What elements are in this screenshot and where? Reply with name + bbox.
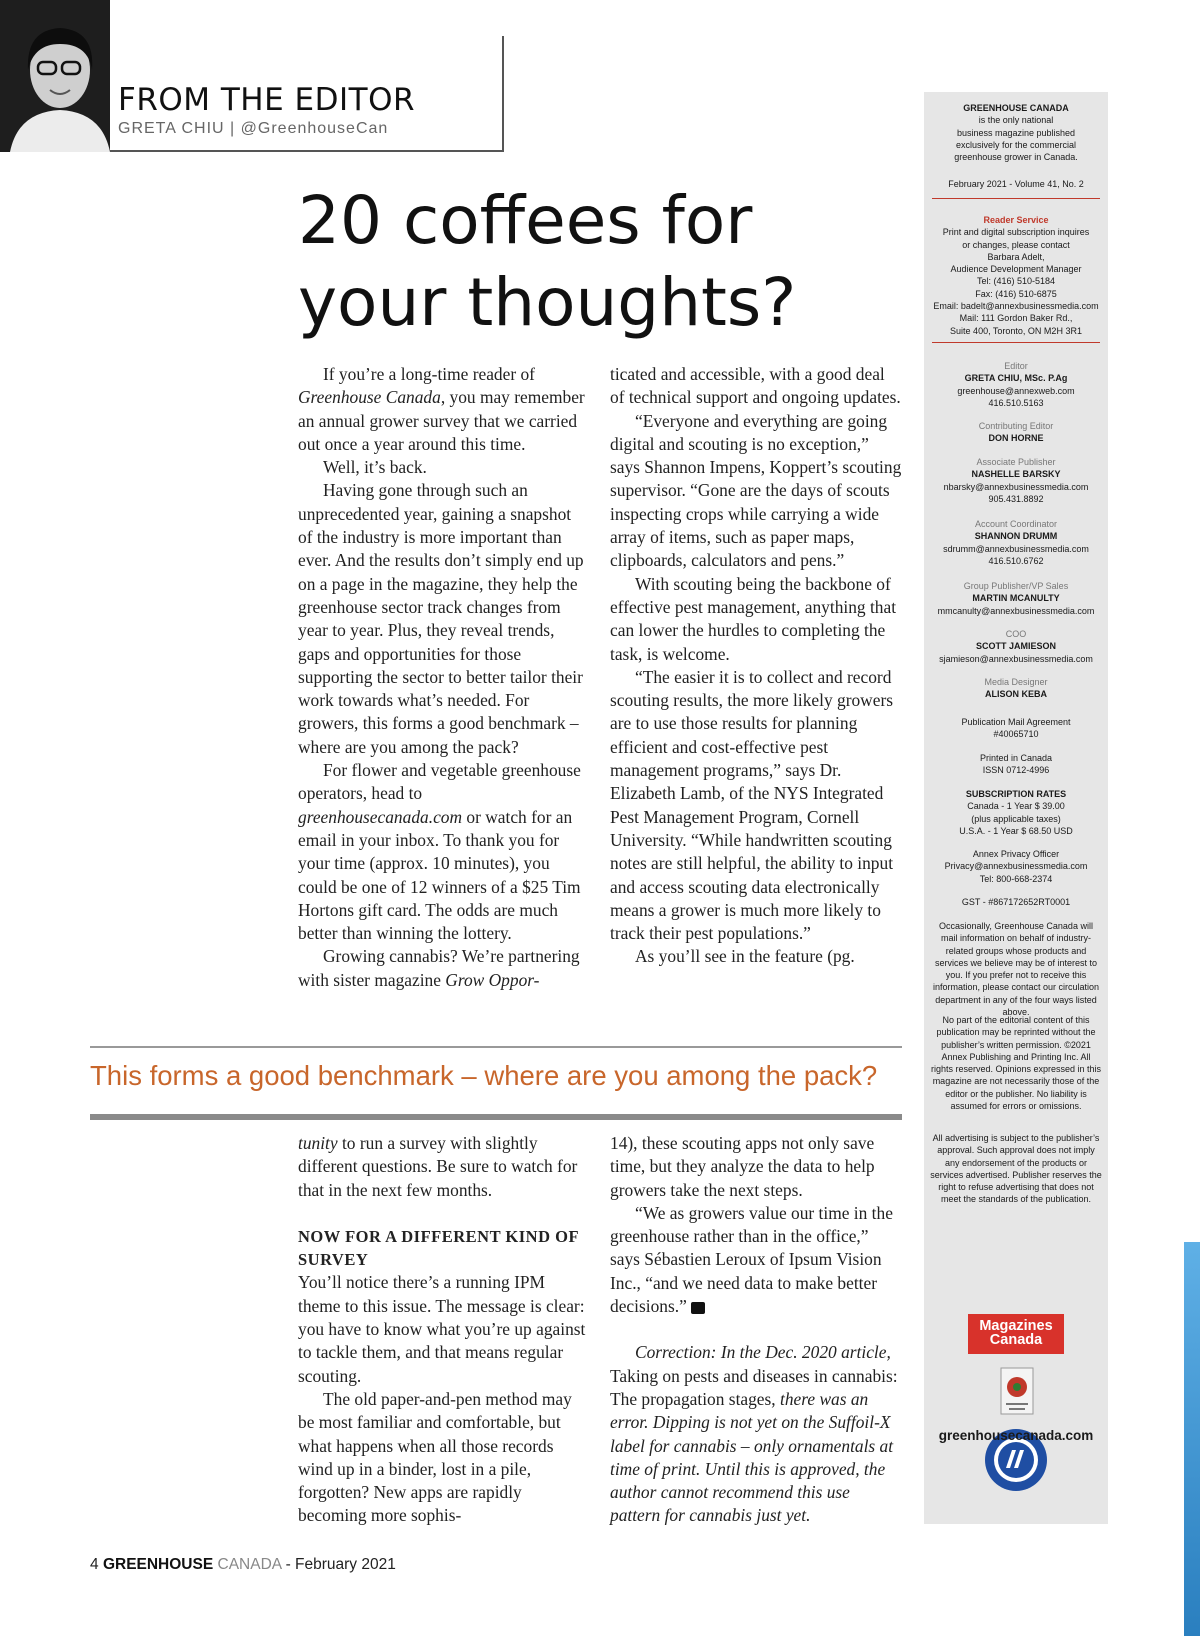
paragraph: “We as growers value our time in the greenhouse rather than in the office,” says Sébastien Leroux of Ipsum Vision Inc., “and we need data to make better decisions.” GC xyxy=(610,1202,893,1317)
paragraph: For flower and vegetable greenhouse operators, head to greenhousecanada.com or watch for an email in your inbox. To thank you for your time (approx. 10 minutes), you could be one of 12 winners of a $25 Tim Hortons gift card. The odds are much better than winning the lottery. xyxy=(298,760,581,944)
department-title: FROM THE EDITOR xyxy=(118,82,416,118)
folio-brand-secondary: CANADA xyxy=(217,1556,282,1573)
copyright-notice: No part of the editorial content of this publication may be reprinted without the publisher’s written permission. ©2021 Annex Publishing and Printing Inc. All rights reserved. Opinions expressed in this magazine are not necessarily those of the editor or the publisher. No liability is assumed for errors or omissions. xyxy=(930,1015,1102,1112)
staff-associate-publisher: Associate Publisher NASHELLE BARSKY nbarsky@annexbusinessmedia.com 905.431.8892 xyxy=(943,457,1089,504)
website-link[interactable]: greenhousecanada.com xyxy=(938,1428,1094,1443)
side-tab xyxy=(1184,1242,1200,1636)
subheading: NOW FOR A DIFFERENT KIND OF SURVEY xyxy=(298,1226,579,1270)
advertising-notice: All advertising is subject to the publisher’s approval. Such approval does not imply any endorsement of the products or services advertised. Publisher reserves the right to refuse advertising that does not meet the standards of the publication. xyxy=(930,1133,1102,1205)
staff-group-publisher: Group Publisher/VP Sales MARTIN MCANULTY mmcanulty@annexbusinessmedia.com xyxy=(937,581,1095,616)
pullquote: This forms a good benchmark – where are you among the pack? xyxy=(90,1060,878,1091)
folio-date: - February 2021 xyxy=(285,1556,396,1573)
staff-editor: Editor GRETA CHIU, MSc. P.Ag greenhouse@annexweb.com 416.510.5163 xyxy=(957,361,1075,408)
paragraph: 14), these scouting apps not only save time, but they analyze the data to help growers take the next steps. xyxy=(610,1133,875,1200)
page-folio xyxy=(90,1556,396,1574)
header-rule-vertical xyxy=(502,36,504,152)
header-rule-horizontal xyxy=(110,150,504,152)
masthead-rule xyxy=(932,342,1100,343)
paragraph: “Everyone and everything are going digital and scouting is no exception,” says Shannon Impens, Koppert’s scouting supervisor. “Gone are the days of scouts inspecting crops while carrying a wide array of items, such as paper maps, clipboards, calculators and pens.” xyxy=(610,410,902,571)
article-column-4 xyxy=(610,1132,902,1528)
paragraph: Well, it’s back. xyxy=(323,457,427,478)
masthead-intro: GREENHOUSE CANADA is the only national business magazine published exclusively for the commercial greenhouse grower in Canada. xyxy=(954,103,1078,163)
issue-info: February 2021 - Volume 41, No. 2 xyxy=(948,179,1084,189)
staff-account-coordinator: Account Coordinator SHANNON DRUMM sdrumm@annexbusinessmedia.com 416.510.6762 xyxy=(943,519,1089,566)
end-mark-icon: GC xyxy=(691,1302,705,1314)
pullquote-rule-bottom xyxy=(90,1114,902,1120)
paragraph: If you’re a long-time reader of Greenhouse Canada, you may remember an annual grower survey that we carried out once a year around this time. xyxy=(298,364,585,454)
page-number: 4 xyxy=(90,1556,99,1573)
paragraph: “The easier it is to collect and record scouting results, the more likely growers are to use those results for planning efficient and cost-effective pest management programs,” says Dr. Elizabeth Lamb, of the NYS Integrated Pest Management Program, Cornell University. “While handwritten scouting notes are still helpful, the ability to input and access scouting data electronically means a grower is much more likely to track their pest populations.” xyxy=(610,666,894,944)
printed-info: Printed in Canada ISSN 0712-4996 xyxy=(979,753,1053,776)
editor-portrait-image xyxy=(0,0,110,152)
paragraph: Having gone through such an unprecedented year, gaining a snapshot of the industry is more important than ever. And the results don’t simply end up on a page in the magazine, they help the greenhouse sector track changes from year to year. Plus, they reveal trends, gaps and opportunities for those supporting the sector to better tailor their work towards what’s needed. For growers, this forms a good benchmark – where are you among the pack? xyxy=(298,480,584,757)
headline: 20 coffees for your thoughts? xyxy=(298,182,797,341)
editor-photo xyxy=(0,0,110,152)
masthead-sidebar xyxy=(924,92,1108,1524)
paragraph: As you’ll see in the feature (pg. xyxy=(635,946,855,967)
paragraph: Growing cannabis? We’re partnering with sister magazine Grow Oppor- xyxy=(298,946,580,990)
staff-contributing-editor: Contributing Editor DON HORNE xyxy=(978,421,1054,444)
paragraph: You’ll notice there’s a running IPM theme to this issue. The message is clear: you have to know what you’re up against to tackle them, and that means regular scouting. xyxy=(298,1272,586,1386)
publication-mail-agreement: Publication Mail Agreement #40065710 xyxy=(961,717,1071,740)
gst-number: GST - #867172652RT0001 xyxy=(961,897,1071,907)
byline: GRETA CHIU | @GreenhouseCan xyxy=(118,120,389,137)
flowers-canada-logo xyxy=(1000,1367,1034,1415)
mailing-notice: Occasionally, Greenhouse Canada will mail information on behalf of industry-related groups whose products and services we believe may be of interest to you. If you prefer not to receive this information, please contact our circulation department in any of the four ways listed above. xyxy=(932,921,1100,1018)
article-column-2 xyxy=(610,363,902,969)
article-column-3 xyxy=(298,1132,588,1528)
masthead-rule xyxy=(932,198,1100,199)
pullquote-rule-top xyxy=(90,1046,902,1048)
reader-service: Reader Service Print and digital subscription inquires or changes, please contact Barbara Adelt, Audience Development Manager Tel: (416) 510-5184 Fax: (416) 510-6875 Email: badelt@annexbusinessmedia.com Mail: 111 Gordon Baker Rd., Suite 400, Toronto, ON M2H 3R1 xyxy=(933,215,1099,336)
magazines-canada-logo: Magazines Canada xyxy=(968,1314,1064,1354)
staff-coo: COO SCOTT JAMIESON sjamieson@annexbusinessmedia.com xyxy=(939,629,1093,664)
paragraph: With scouting being the backbone of effective pest management, anything that can lower the hurdles to completing the task, is welcome. xyxy=(610,573,897,664)
paragraph: ticated and accessible, with a good deal of technical support and ongoing updates. xyxy=(610,364,901,408)
correction-note: Correction: In the Dec. 2020 article, Taking on pests and diseases in cannabis: The propagation stages, there was an error. Dipping is not yet on the Suffoil-X label for cannabis – only ornamentals at time of print. Until this is approved, the author cannot recommend this use pattern for cannabis just yet. xyxy=(610,1342,898,1526)
subscription-rates: SUBSCRIPTION RATES Canada - 1 Year $ 39.00 (plus applicable taxes) U.S.A. - 1 Year $ 68.50 USD xyxy=(959,789,1073,836)
paragraph: The old paper-and-pen method may be most familiar and comfortable, but what happens when all those records wind up in a binder, lost in a pile, forgotten? New apps are rapidly becoming more sophis- xyxy=(298,1388,572,1526)
staff-media-designer: Media Designer ALISON KEBA xyxy=(984,677,1048,700)
privacy-officer: Annex Privacy Officer Privacy@annexbusinessmedia.com Tel: 800-668-2374 xyxy=(944,849,1088,884)
article-column-1 xyxy=(298,363,588,992)
folio-brand: GREENHOUSE xyxy=(102,1556,214,1573)
paragraph: tunity to run a survey with slightly different questions. Be sure to watch for that in the next few months. xyxy=(298,1133,578,1200)
